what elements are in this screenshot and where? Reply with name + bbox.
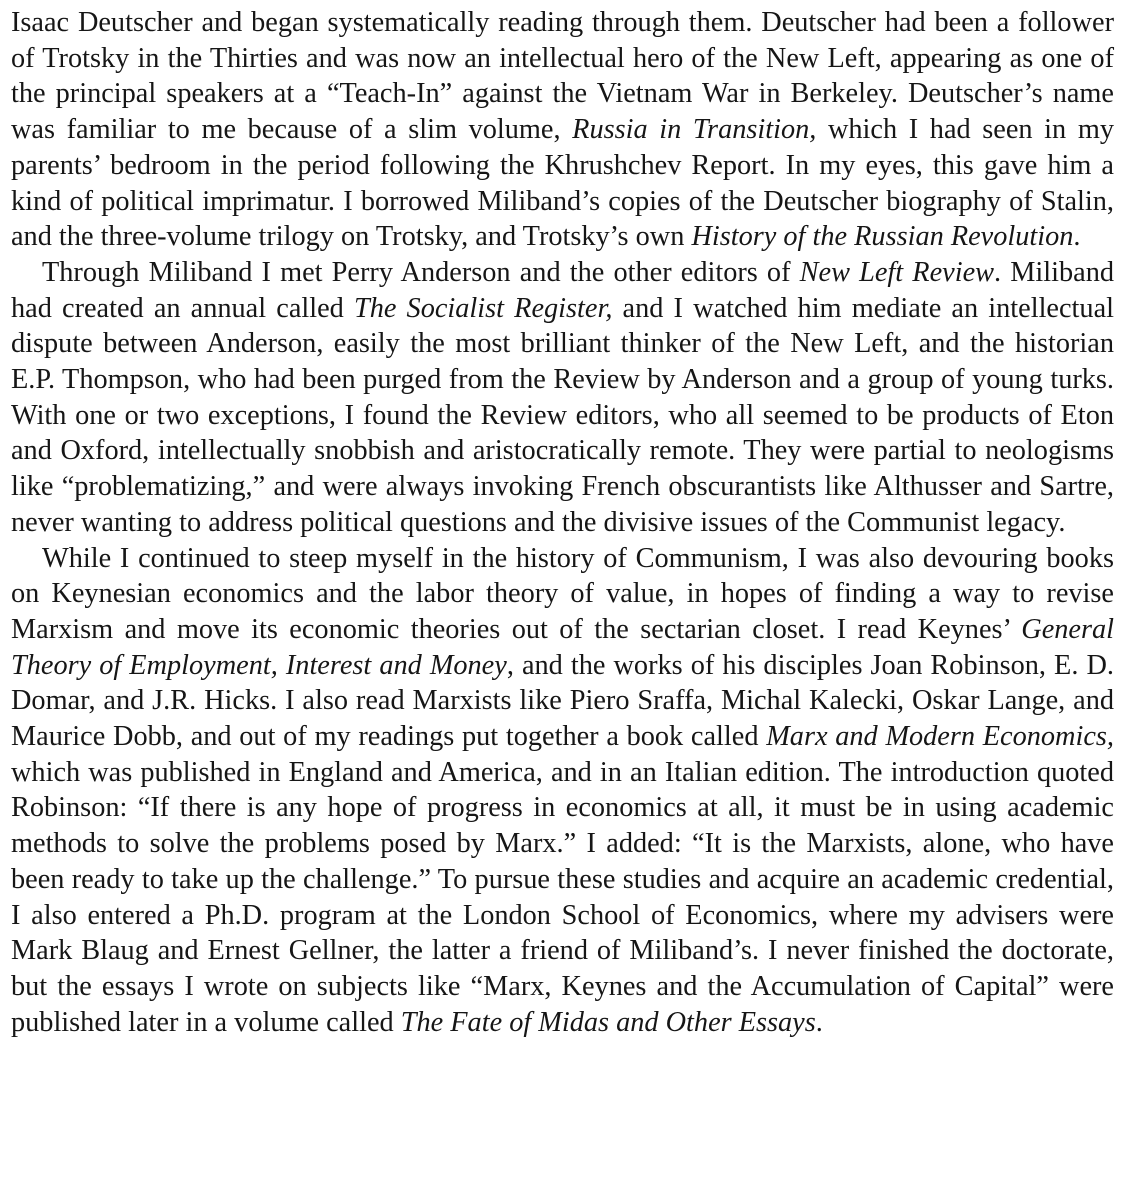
- body-text-run: .: [815, 1006, 823, 1038]
- paragraph-2: [11, 255, 1114, 541]
- body-text-run: and I watched him mediate an intellectual dispute between Anderson, easily the most brilliant thinker of the New Left, and the historian E.P. Thompson, who had been purged from the Review by Anderson and a group of young turks. With one or two exceptions, I found the Review editors, who all seemed to be products of Eton and Oxford, intellectually snobbish and aristocratically remote. They were partial to neologisms like “problematizing,” and were always invoking French obscurantists like Althusser and Sartre, never wanting to address political questions and the divisive issues of the Communist legacy.: [11, 292, 1114, 538]
- italic-title-text: The Fate of Midas and Other Essays: [400, 1006, 816, 1038]
- italic-title-text: New Left Review: [799, 256, 995, 288]
- body-text-run: While I continued to steep myself in the history of Communism, I was also devouring books on Keynesian economics and the labor theory of value, in hopes of finding a way to revise Marxism and move its economic theories out of the sectarian closet. I read Keynes’: [11, 542, 1114, 645]
- body-text-run: , and the works of his disciples Joan Robinson, E. D. Domar, and J.R. Hicks. I also read Marxists like Piero Sraffa, Michal Kalecki, Oskar Lange, and Maurice Dobb, and out of my readings put together a book called: [11, 649, 1114, 753]
- body-text-run: Through Miliband I met Perry Anderson and the other editors of: [42, 256, 800, 288]
- italic-title-text: History of the Russian Revolution: [691, 221, 1074, 253]
- italic-title-text: The Socialist Register,: [353, 292, 613, 324]
- body-text-run: .: [1073, 221, 1081, 253]
- paragraph-3: [11, 541, 1114, 1041]
- italic-title-text: General Theory of Employment, Interest and Money: [11, 613, 1114, 681]
- body-text-run: . Miliband had created an annual called: [11, 256, 1114, 324]
- body-text-run: which was published in England and America, and in an Italian edition. The introduction quoted Robinson: “If there is any hope of progress in economics at all, it must be in using academic methods to solve the problems posed by Marx.” I added: “It is the Marxists, alone, who have been ready to take up the challenge.” To pursue these studies and acquire an academic credential, I also entered a Ph.D. program at the London School of Economics, where my advisers were Mark Blaug and Ernest Gellner, the latter a friend of Miliband’s. I never finished the doctorate, but the essays I wrote on subjects like “Marx, Keynes and the Accumulation of Capital” were published later in a volume called: [11, 756, 1114, 1038]
- body-text-run: Isaac Deutscher and began systematically reading through them. Deutscher had been a follower of Trotsky in the Thirties and was now an intellectual hero of the New Left, appearing as one of the principal speakers at a “Teach-In” against the Vietnam War in Berkeley. Deutscher’s name was familiar to me because of a slim volume,: [11, 7, 1114, 146]
- body-text-run: which I had seen in my parents’ bedroom in the period following the Khrushchev Report. In my eyes, this gave him a kind of political imprimatur. I borrowed Miliband’s copies of the Deutscher biography of Stalin, and the three-volume trilogy on Trotsky, and Trotsky’s own: [11, 114, 1114, 253]
- paragraph-1: [11, 5, 1114, 255]
- italic-title-text: Russia in Transition,: [572, 114, 817, 146]
- italic-title-text: Marx and Modern Economics,: [766, 721, 1114, 753]
- document-page: [11, 5, 1114, 1040]
